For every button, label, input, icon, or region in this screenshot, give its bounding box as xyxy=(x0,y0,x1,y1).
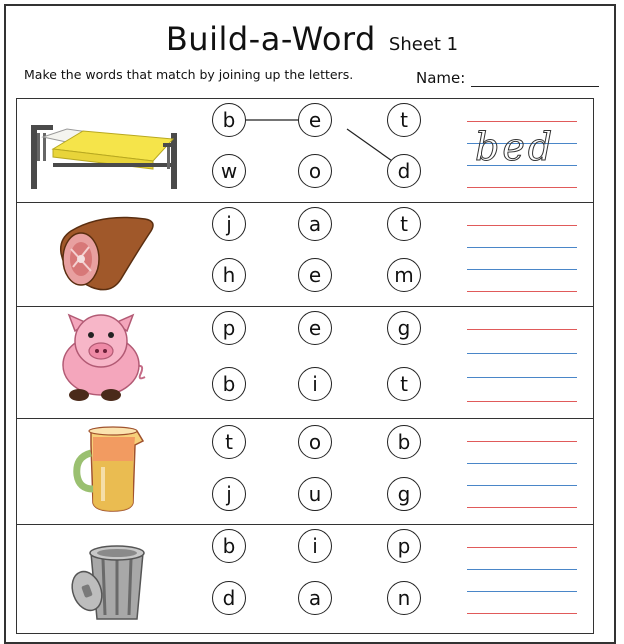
writing-lines[interactable] xyxy=(467,203,577,307)
letter-circle[interactable]: p xyxy=(212,311,246,345)
name-field[interactable] xyxy=(471,86,599,87)
letter-circle[interactable]: t xyxy=(387,367,421,401)
word-rows xyxy=(16,98,594,634)
letter-circle[interactable]: e xyxy=(298,311,332,345)
letter-circle[interactable]: e xyxy=(298,258,332,292)
letter-circle[interactable]: p xyxy=(387,529,421,563)
letter-circle[interactable]: o xyxy=(298,154,332,188)
letter-circle[interactable]: m xyxy=(387,258,421,292)
letter-circle[interactable]: h xyxy=(212,258,246,292)
letter-circle[interactable]: t xyxy=(387,103,421,137)
word-row xyxy=(16,418,594,524)
letter-circle[interactable]: g xyxy=(387,477,421,511)
letter-circle[interactable]: i xyxy=(298,529,332,563)
letter-circle[interactable]: d xyxy=(387,154,421,188)
traced-word: bed xyxy=(475,125,556,169)
bed-icon xyxy=(21,99,191,202)
letter-circle[interactable]: b xyxy=(212,367,246,401)
letter-circle[interactable]: n xyxy=(387,581,421,615)
letter-circle[interactable]: b xyxy=(212,103,246,137)
letter-circle[interactable]: o xyxy=(298,425,332,459)
letter-circle[interactable]: b xyxy=(212,529,246,563)
word-row xyxy=(16,98,594,202)
word-row xyxy=(16,306,594,418)
page-title: Build-a-Word xyxy=(165,20,376,58)
letter-circle[interactable]: b xyxy=(387,425,421,459)
letter-circle[interactable]: t xyxy=(387,207,421,241)
letter-circle[interactable]: w xyxy=(212,154,246,188)
name-label: Name: xyxy=(416,69,466,87)
letter-circle[interactable]: a xyxy=(298,581,332,615)
title-row xyxy=(0,20,624,58)
letter-circle[interactable]: t xyxy=(212,425,246,459)
ham-icon xyxy=(21,203,191,306)
letter-circle[interactable]: g xyxy=(387,311,421,345)
letter-circle[interactable]: i xyxy=(298,367,332,401)
writing-lines[interactable] xyxy=(467,419,577,525)
sheet-number: Sheet 1 xyxy=(388,34,459,55)
instructions: Make the words that match by joining up the letters. xyxy=(24,67,354,82)
writing-lines[interactable] xyxy=(467,307,577,419)
writing-lines[interactable] xyxy=(467,99,577,203)
bin-icon xyxy=(21,525,191,633)
letter-circle[interactable]: e xyxy=(298,103,332,137)
word-row xyxy=(16,524,594,634)
word-row xyxy=(16,202,594,306)
letter-circle[interactable]: j xyxy=(212,207,246,241)
writing-lines[interactable] xyxy=(467,525,577,635)
jug-icon xyxy=(21,419,191,524)
letter-circle[interactable]: a xyxy=(298,207,332,241)
letter-circle[interactable]: d xyxy=(212,581,246,615)
letter-circle[interactable]: u xyxy=(298,477,332,511)
letter-circle[interactable]: j xyxy=(212,477,246,511)
pig-icon xyxy=(21,307,191,418)
